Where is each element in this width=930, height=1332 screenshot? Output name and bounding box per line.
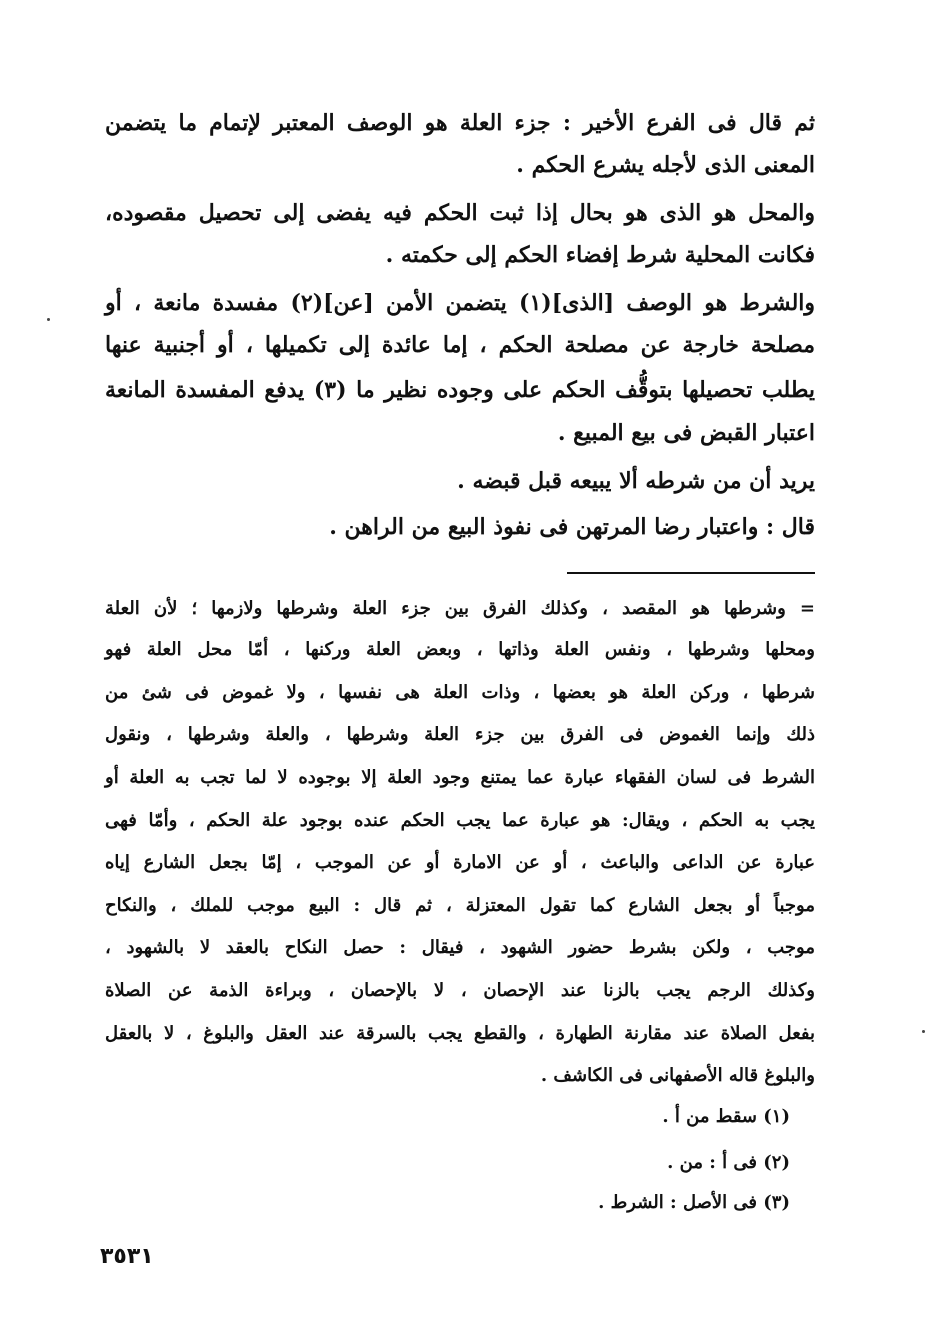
footnote-line: موجباً أو بجعل الشارع كما تقول المعتزلة ، ثم قال : البيع موجب للملك ، والنكاح (105, 895, 815, 916)
main-line: يريد أن من شرطه ألا يبيعه قبل قبضه . (457, 468, 815, 494)
main-line: والشرط هو الوصف [الذى](١) يتضمن الأمن [عن](٢) مفسدة مانعة ، أو (105, 290, 816, 316)
footnote-note-2: (٢) فى أ : من . (667, 1152, 790, 1173)
footnote-line: والبلوغ قاله الأصفهانى فى الكاشف . (540, 1065, 815, 1086)
footnote-line: يجب به الحكم ، ويقال: هو عبارة عما يجب الحكم عنده بوجود علة الحكم ، وأمّا فهى (105, 810, 815, 831)
footnote-separator (567, 572, 815, 574)
footnote-line: = وشرطها هو المقصد ، وكذلك الفرق بين جزء العلة وشرطها ولازمها ؛ لأن العلة (105, 598, 815, 619)
footnote-line: شرطها ، وركن العلة هو بعضها ، وذات العلة هى نفسها ، ولا غموض فى شئ من (105, 682, 815, 703)
scan-speck (922, 1030, 925, 1033)
footnote-line: بفعل الصلاة عند مقارنة الطهارة ، والقطع يجب بالسرقة عند العقل والبلوغ ، لا بالعقل (105, 1023, 815, 1044)
scan-speck (47, 318, 50, 321)
footnote-line: الشرط فى لسان الفقهاء عبارة عما يمتنع وجود العلة إلا بوجوده لا لما تجب به العلة أو (105, 767, 815, 788)
main-line: فكانت المحلية شرط إفضاء الحكم إلى حكمته . (385, 242, 815, 268)
main-line: المعنى الذى لأجله يشرع الحكم . (516, 152, 815, 178)
footnote-line: عبارة عن الداعى والباعث ، أو عن الامارة أو عن الموجب ، إمّا بجعل الشارع إياه (105, 852, 815, 873)
footnote-line: ذلك وإنما الغموض فى الفرق بين جزء العلة وشرطها ، والعلة وشرطها ، ونقول (105, 724, 815, 745)
main-line: والمحل هو الذى هو بحال إذا ثبت الحكم فيه يفضى إلى تحصيل مقصوده، (105, 200, 815, 226)
footnote-line: ومحلها وشرطها ، ونفس العلة وذاتها ، وبعض العلة وركنها ، أمّا محل العلة فهو (105, 639, 815, 660)
main-line: قال : واعتبار رضا المرتهن فى نفوذ البيع من الراهن . (329, 514, 815, 540)
footnote-note-3: (٣) فى الأصل : الشرط . (598, 1192, 790, 1213)
page-number: ٣٥٣١ (100, 1244, 154, 1269)
main-line: اعتبار القبض فى بيع المبيع . (557, 420, 815, 446)
footnote-line: موجب ، ولكن بشرط حضور الشهود ، فيقال : حصل النكاح بالعقد لا بالشهود ، (105, 937, 815, 958)
footnote-note-1: (١) سقط من أ . (662, 1106, 790, 1127)
main-line: مصلحة خارجة عن مصلحة الحكم ، إما عائدة إلى تكميلها ، أو أجنبية عنها (105, 332, 815, 358)
main-line: يطلب تحصيلها بتوقُّف الحكم على وجوده نظير ما (٣) يدفع المفسدة المانعة (105, 377, 815, 403)
footnote-line: وكذلك الرجم يجب بالزنا عند الإحصان ، لا بالإحصان ، وبراءة الذمة عن الصلاة (105, 980, 815, 1001)
main-line: ثم قال فى الفرع الأخير : جزء العلة هو الوصف المعتبر لإتمام ما يتضمن (105, 110, 815, 136)
